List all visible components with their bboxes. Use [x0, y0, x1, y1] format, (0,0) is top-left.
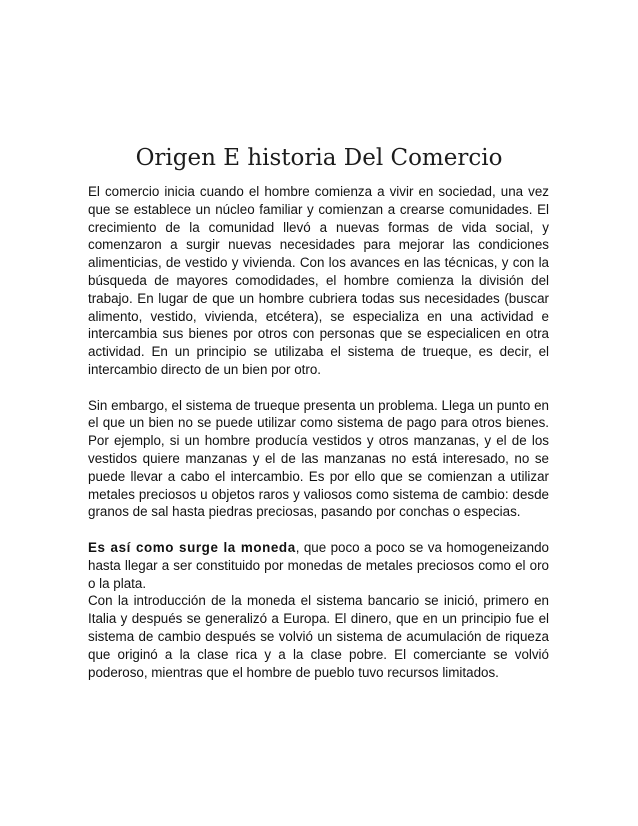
paragraph-origin: El comercio inicia cuando el hombre comienza a vivir en sociedad, una vez que se establece un núcleo familiar y comienzan a crearse comunidades. El crecimiento de la comunidad llevó a nuevas formas de vida social, y comenzaron a surgir nuevas necesidades para mejorar las condiciones alimenticias, de vestido y vivienda. Con los avances en las técnicas, y con la búsqueda de mayores comodidades, el hombre comienza la división del trabajo. En lugar de que un hombre cubriera todas sus necesidades (buscar alimento, vestido, vivienda, etcétera), se especializa en una actividad e intercambia sus bienes por otros con personas que se especialicen en otra actividad. En un principio se utilizaba el sistema de trueque, es decir, el intercambio directo de un bien por otro. [88, 184, 549, 377]
paragraph-banking: Con la introducción de la moneda el sistema bancario se inició, primero en Italia y después se generalizó a Europa. El dinero, que en un principio fue el sistema de cambio después se volvió un sistema de acumulación de riqueza que originó a la clase rica y a la clase pobre. El comerciante se volvió poderoso, mientras que el hombre de pueblo tuvo recursos limitados. [88, 593, 549, 680]
paragraph-currency [88, 539, 549, 592]
document-body [88, 183, 549, 681]
paragraph-spacer [88, 379, 549, 397]
paragraph-spacer [88, 521, 549, 539]
currency-text: , que poco a poco se va homogeneizando hasta llegar a ser constituido por monedas de metales preciosos como el oro o la plata. [88, 539, 550, 591]
paragraph-barter-problem: Sin embargo, el sistema de trueque presenta un problema. Llega un punto en el que un bien no se puede utilizar como sistema de pago para otros bienes. Por ejemplo, si un hombre producía vestidos y otros manzanas, y el de los vestidos quiere manzanas y el de las manzanas no está interesado, no se puede llevar a cabo el intercambio. Es por ello que se comienzan a utilizar metales preciosos u objetos raros y valiosos como sistema de cambio: desde granos de sal hasta piedras preciosas, pasando por conchas o especias. [88, 397, 549, 520]
document-title: Origen E historia Del Comercio [135, 145, 503, 171]
currency-emphasis: Es así como surge la moneda [88, 539, 296, 555]
